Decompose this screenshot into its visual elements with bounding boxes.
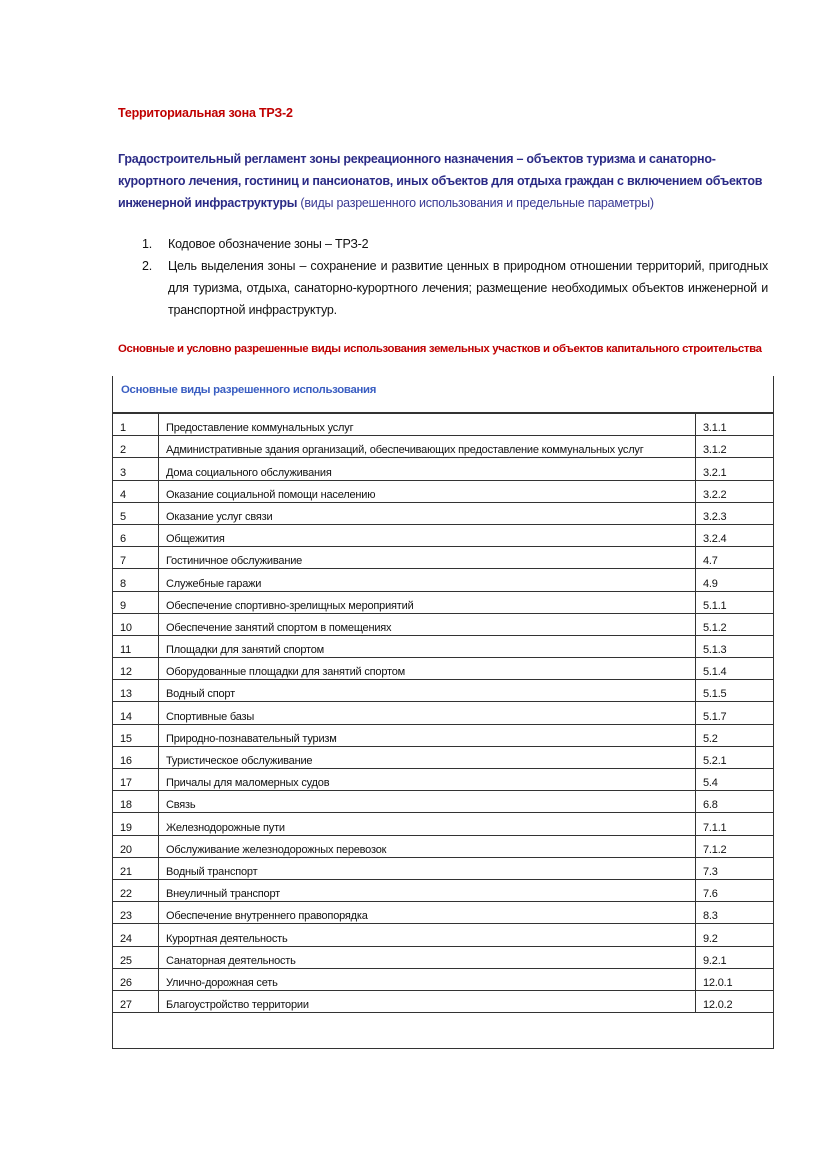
table-row bbox=[113, 879, 774, 901]
use-code: 4.9 bbox=[696, 569, 774, 591]
row-number: 22 bbox=[113, 879, 159, 901]
zone-title: Территориальная зона ТРЗ-2 bbox=[118, 106, 293, 120]
use-code: 6.8 bbox=[696, 791, 774, 813]
table-row bbox=[113, 502, 774, 524]
row-number: 9 bbox=[113, 591, 159, 613]
use-code: 12.0.2 bbox=[696, 990, 774, 1012]
table-row bbox=[113, 990, 774, 1012]
use-name: Туристическое обслуживание bbox=[159, 746, 696, 768]
use-code: 5.2 bbox=[696, 724, 774, 746]
row-number: 17 bbox=[113, 769, 159, 791]
row-number: 4 bbox=[113, 480, 159, 502]
use-code: 5.1.4 bbox=[696, 658, 774, 680]
use-name: Улично-дорожная сеть bbox=[159, 968, 696, 990]
table-row bbox=[113, 591, 774, 613]
use-name: Водный транспорт bbox=[159, 857, 696, 879]
use-name: Оборудованные площадки для занятий спортом bbox=[159, 658, 696, 680]
row-number: 14 bbox=[113, 702, 159, 724]
table-row bbox=[113, 835, 774, 857]
table-row bbox=[113, 813, 774, 835]
use-code: 7.3 bbox=[696, 857, 774, 879]
table-row bbox=[113, 924, 774, 946]
list-item-text: Кодовое обозначение зоны – ТРЗ-2 bbox=[168, 237, 369, 251]
table-header-label: Основные виды разрешенного использования bbox=[121, 384, 377, 396]
use-code: 3.2.3 bbox=[696, 502, 774, 524]
use-name: Железнодорожные пути bbox=[159, 813, 696, 835]
use-code: 5.1.2 bbox=[696, 613, 774, 635]
use-code: 12.0.1 bbox=[696, 968, 774, 990]
use-code: 3.1.1 bbox=[696, 414, 774, 436]
use-code: 3.1.2 bbox=[696, 436, 774, 458]
use-name: Оказание социальной помощи населению bbox=[159, 480, 696, 502]
table-row bbox=[113, 946, 774, 968]
table-empty-row bbox=[112, 1013, 774, 1049]
table-row bbox=[113, 791, 774, 813]
row-number: 21 bbox=[113, 857, 159, 879]
use-name: Гостиничное обслуживание bbox=[159, 547, 696, 569]
use-code: 3.2.2 bbox=[696, 480, 774, 502]
use-code: 7.1.1 bbox=[696, 813, 774, 835]
regulation-subtitle bbox=[118, 148, 778, 214]
row-number: 12 bbox=[113, 658, 159, 680]
row-number: 2 bbox=[113, 436, 159, 458]
row-number: 24 bbox=[113, 924, 159, 946]
subtitle-normal: (виды разрешенного использования и предельные параметры) bbox=[300, 196, 654, 210]
row-number: 3 bbox=[113, 458, 159, 480]
table-row bbox=[113, 436, 774, 458]
row-number: 18 bbox=[113, 791, 159, 813]
use-code: 9.2.1 bbox=[696, 946, 774, 968]
section-title: Основные и условно разрешенные виды использования земельных участков и объектов капитального строительства bbox=[118, 343, 762, 355]
list-item-number: 1. bbox=[142, 237, 153, 251]
use-name: Курортная деятельность bbox=[159, 924, 696, 946]
table-row bbox=[113, 635, 774, 657]
use-name: Обеспечение спортивно-зрелищных мероприятий bbox=[159, 591, 696, 613]
table-row bbox=[113, 680, 774, 702]
row-number: 1 bbox=[113, 414, 159, 436]
list-item bbox=[118, 255, 768, 321]
use-name: Благоустройство территории bbox=[159, 990, 696, 1012]
use-name: Спортивные базы bbox=[159, 702, 696, 724]
use-code: 5.1.1 bbox=[696, 591, 774, 613]
table-row bbox=[113, 547, 774, 569]
table-row bbox=[113, 524, 774, 546]
use-name: Природно-познавательный туризм bbox=[159, 724, 696, 746]
use-code: 5.4 bbox=[696, 769, 774, 791]
list-item bbox=[118, 233, 768, 255]
row-number: 26 bbox=[113, 968, 159, 990]
subtitle-bold: Градостроительный регламент зоны рекреационного назначения – объектов туризма и санаторно-курортного лечения, гостиниц и пансионатов, иных объектов для отдыха граждан с включением объектов инженерной инфраструктуры bbox=[118, 152, 763, 210]
use-name: Служебные гаражи bbox=[159, 569, 696, 591]
use-code: 5.1.7 bbox=[696, 702, 774, 724]
use-name: Причалы для маломерных судов bbox=[159, 769, 696, 791]
row-number: 13 bbox=[113, 680, 159, 702]
use-name: Дома социального обслуживания bbox=[159, 458, 696, 480]
row-number: 23 bbox=[113, 902, 159, 924]
table-row bbox=[113, 658, 774, 680]
use-name: Обеспечение внутреннего правопорядка bbox=[159, 902, 696, 924]
table-row bbox=[113, 902, 774, 924]
table-row bbox=[113, 968, 774, 990]
use-name: Внеуличный транспорт bbox=[159, 879, 696, 901]
table-row bbox=[113, 746, 774, 768]
row-number: 15 bbox=[113, 724, 159, 746]
zone-info-list bbox=[118, 233, 768, 321]
row-number: 7 bbox=[113, 547, 159, 569]
uses-table bbox=[112, 413, 774, 1013]
row-number: 11 bbox=[113, 635, 159, 657]
table-row bbox=[113, 724, 774, 746]
use-code: 5.1.3 bbox=[696, 635, 774, 657]
table-row bbox=[113, 613, 774, 635]
table-row bbox=[113, 480, 774, 502]
row-number: 25 bbox=[113, 946, 159, 968]
use-name: Связь bbox=[159, 791, 696, 813]
row-number: 19 bbox=[113, 813, 159, 835]
use-name: Административные здания организаций, обеспечивающих предоставление коммунальных услуг bbox=[159, 436, 696, 458]
use-code: 3.2.4 bbox=[696, 524, 774, 546]
row-number: 8 bbox=[113, 569, 159, 591]
table-header bbox=[112, 376, 774, 413]
use-name: Площадки для занятий спортом bbox=[159, 635, 696, 657]
list-item-text: Цель выделения зоны – сохранение и развитие ценных в природном отношении территорий, пригодных для туризма, отдыха, санаторно-курортного лечения; размещение необходимых объектов инженерной и транспортной инфраструктур. bbox=[168, 259, 768, 317]
use-name: Санаторная деятельность bbox=[159, 946, 696, 968]
use-code: 7.6 bbox=[696, 879, 774, 901]
row-number: 16 bbox=[113, 746, 159, 768]
permitted-uses-table bbox=[112, 376, 774, 1049]
table-row bbox=[113, 702, 774, 724]
use-name: Обслуживание железнодорожных перевозок bbox=[159, 835, 696, 857]
use-code: 5.2.1 bbox=[696, 746, 774, 768]
table-row bbox=[113, 414, 774, 436]
table-row bbox=[113, 569, 774, 591]
table-row bbox=[113, 857, 774, 879]
use-name: Общежития bbox=[159, 524, 696, 546]
use-code: 7.1.2 bbox=[696, 835, 774, 857]
use-code: 9.2 bbox=[696, 924, 774, 946]
use-code: 4.7 bbox=[696, 547, 774, 569]
use-code: 3.2.1 bbox=[696, 458, 774, 480]
row-number: 10 bbox=[113, 613, 159, 635]
use-code: 8.3 bbox=[696, 902, 774, 924]
row-number: 5 bbox=[113, 502, 159, 524]
use-name: Обеспечение занятий спортом в помещениях bbox=[159, 613, 696, 635]
use-name: Предоставление коммунальных услуг bbox=[159, 414, 696, 436]
table-row bbox=[113, 458, 774, 480]
row-number: 27 bbox=[113, 990, 159, 1012]
table-row bbox=[113, 769, 774, 791]
row-number: 6 bbox=[113, 524, 159, 546]
use-code: 5.1.5 bbox=[696, 680, 774, 702]
use-name: Оказание услуг связи bbox=[159, 502, 696, 524]
list-item-number: 2. bbox=[142, 259, 153, 273]
use-name: Водный спорт bbox=[159, 680, 696, 702]
row-number: 20 bbox=[113, 835, 159, 857]
